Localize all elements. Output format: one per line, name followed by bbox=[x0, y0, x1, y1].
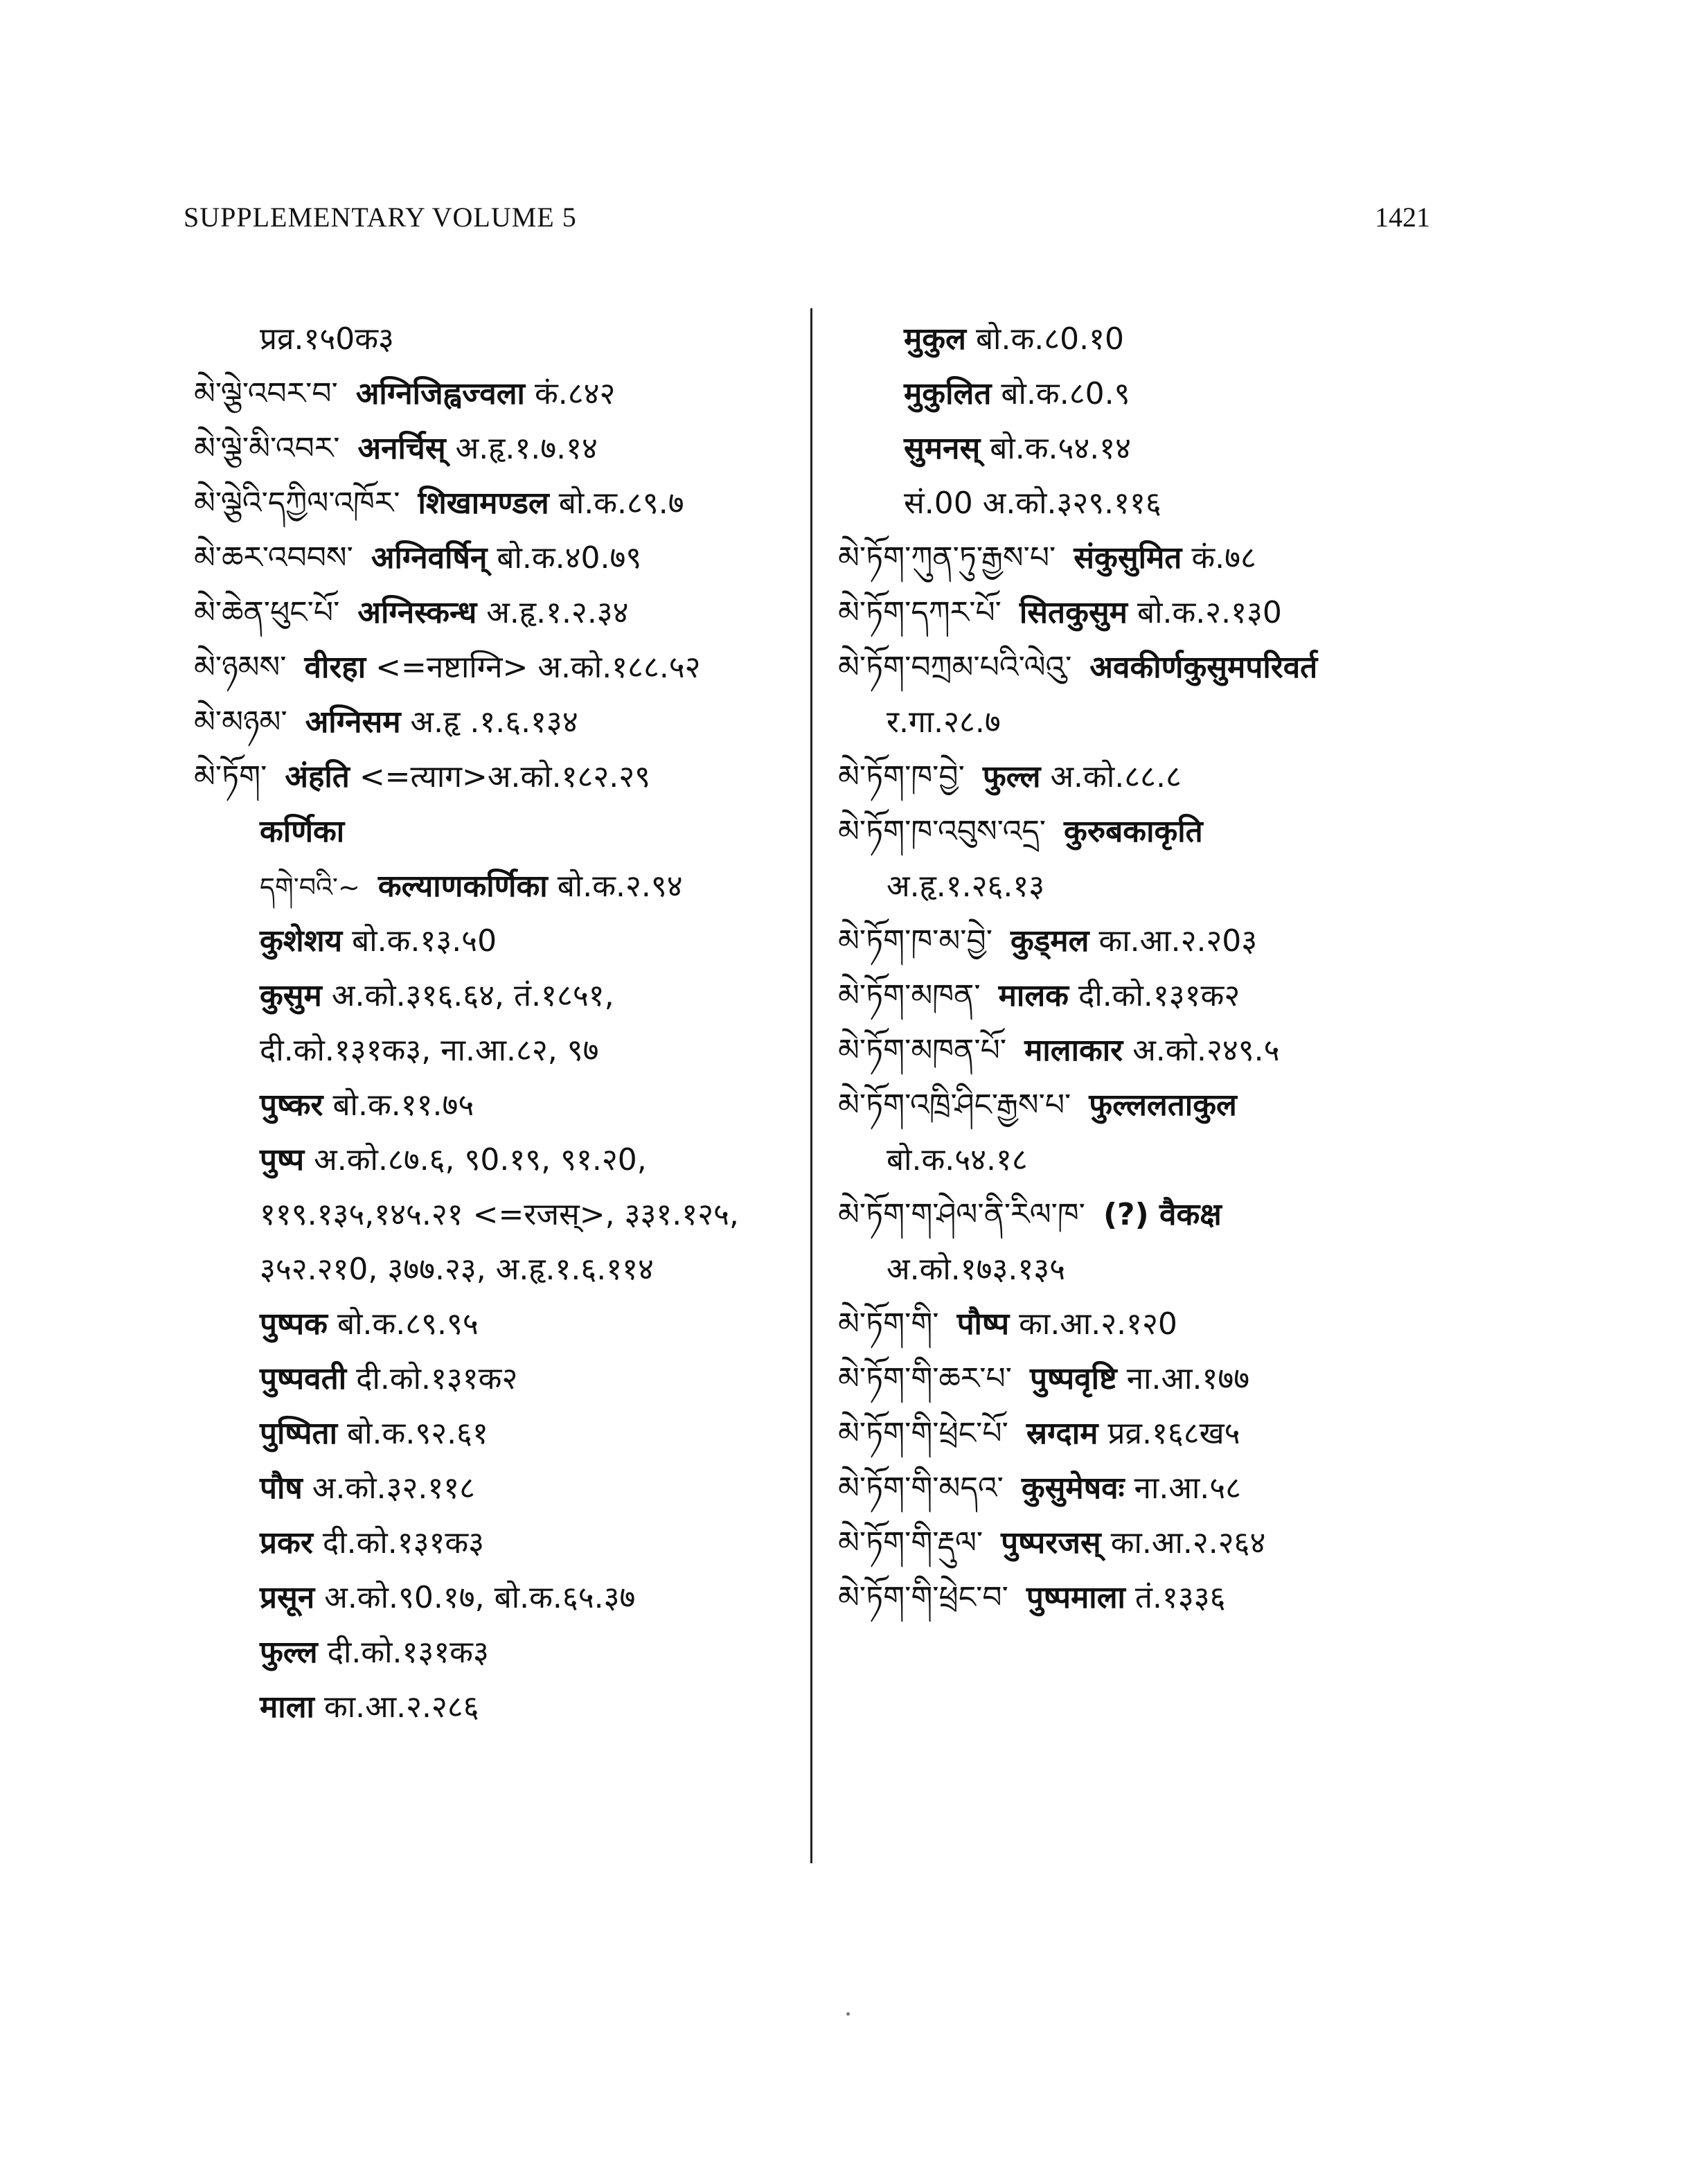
sanskrit-headword: स्रग्दाम bbox=[1026, 1416, 1098, 1451]
dictionary-entry bbox=[838, 1516, 1448, 1570]
dictionary-entry bbox=[194, 749, 803, 804]
column-divider bbox=[810, 308, 812, 1863]
dictionary-entry bbox=[194, 476, 803, 531]
entry-reference: बो.क.८९.७ bbox=[558, 486, 684, 521]
tibetan-term: མེ་ཏོག་ཁ་མ་བྱེ་ bbox=[838, 923, 992, 959]
entry-reference: बो.क.५४.१४ bbox=[990, 431, 1132, 466]
dictionary-entry bbox=[838, 1406, 1448, 1461]
dictionary-entry bbox=[194, 1297, 803, 1351]
entry-reference: अ.को.२४९.५ bbox=[1132, 1033, 1280, 1068]
sanskrit-headword: अग्निवर्षिन् bbox=[371, 540, 488, 576]
dictionary-entry bbox=[838, 421, 1448, 476]
tibetan-term: མེ་ཏོག་ཀུན་ཏུ་རྒྱས་པ་ bbox=[838, 540, 1056, 576]
dictionary-entry bbox=[194, 1516, 803, 1570]
tibetan-term: མེ་ལྕེ་མི་འབར་ bbox=[194, 431, 340, 466]
tibetan-term: མེ་ཏོག་གི་ཕྲེང་པོ་ bbox=[838, 1416, 1008, 1451]
tibetan-term: མེ་ཏོག་ཁ་བྱེ་ bbox=[838, 759, 965, 794]
entry-reference: का.आ.२.२0३ bbox=[1098, 923, 1258, 959]
sanskrit-headword: मुकुलित bbox=[904, 376, 992, 411]
sanskrit-headword: मालक bbox=[998, 978, 1069, 1013]
tibetan-term: མེ་ཏོག་གི་ bbox=[838, 1306, 939, 1342]
dictionary-entry bbox=[838, 312, 1448, 366]
entry-reference: प्रव्र.१५0क३ bbox=[260, 321, 394, 357]
entry-reference: दी.को.१३१क२ bbox=[1078, 978, 1240, 1013]
dictionary-entry bbox=[194, 859, 803, 914]
sanskrit-headword: पौष bbox=[260, 1471, 303, 1506]
entry-reference: तं.१३३६ bbox=[1134, 1580, 1226, 1615]
dictionary-entry bbox=[838, 804, 1448, 859]
dictionary-entry bbox=[838, 859, 1448, 914]
tibetan-term: མེ་ཏོག་ག་ཤེལ་ནི་རིལ་ཁ་ bbox=[838, 1197, 1085, 1232]
sanskrit-headword: कर्णिका bbox=[260, 814, 345, 849]
dictionary-entry bbox=[838, 1351, 1448, 1406]
tibetan-term: མེ་ཏོག་ཁ་འབུས་འདྲ་ bbox=[838, 814, 1047, 849]
entry-reference: सं.00 अ.को.३२९.११६ bbox=[904, 486, 1161, 521]
entry-reference: कं.७८ bbox=[1191, 540, 1256, 576]
tibetan-term: མེ་མཉམ་ bbox=[194, 704, 287, 740]
dictionary-entry bbox=[194, 1625, 803, 1680]
tibetan-term: མེ་ཏོག་གི་རྡུལ་ bbox=[838, 1525, 983, 1561]
entry-reference: अ.हृ.१.२६.१३ bbox=[887, 869, 1045, 904]
tibetan-term: མེ་ཏོག་གི་ཆར་པ་ bbox=[838, 1361, 1012, 1396]
entry-reference: अ.हृ .१.६.१३४ bbox=[410, 704, 578, 740]
sanskrit-headword: पुष्पक bbox=[260, 1306, 328, 1342]
entry-reference: का.आ.२.२८६ bbox=[323, 1689, 479, 1725]
sanskrit-headword: सितकुसुम bbox=[1019, 595, 1128, 630]
tibetan-term: མེ་ཏོག་དཀར་པོ་ bbox=[838, 595, 1001, 630]
dictionary-entry bbox=[838, 1187, 1448, 1242]
dictionary-entry bbox=[838, 749, 1448, 804]
dictionary-entry bbox=[838, 1023, 1448, 1078]
dictionary-entry bbox=[194, 366, 803, 421]
entry-reference: र.गा.२८.७ bbox=[887, 704, 1001, 740]
tibetan-term: མེ་ཏོག་ bbox=[194, 759, 267, 794]
dictionary-entry bbox=[838, 1242, 1448, 1297]
sanskrit-headword: फुल्ल bbox=[260, 1635, 318, 1670]
sanskrit-headword: अग्निजिह्वज्वला bbox=[355, 376, 525, 411]
entry-reference: का.आ.२.१२0 bbox=[1019, 1306, 1177, 1342]
dictionary-entry bbox=[194, 585, 803, 640]
dictionary-entry bbox=[194, 312, 803, 366]
sanskrit-headword: (?) वैकक्ष bbox=[1103, 1197, 1222, 1232]
sanskrit-headword: शिखामण्डल bbox=[418, 486, 549, 521]
entry-reference: बो.क.१३.५0 bbox=[352, 923, 497, 959]
sanskrit-headword: कल्याणकर्णिका bbox=[377, 869, 548, 904]
dictionary-entry bbox=[194, 421, 803, 476]
sanskrit-headword: कुरुबकाकृति bbox=[1064, 814, 1203, 849]
sanskrit-headword: मुकुल bbox=[904, 321, 966, 357]
left-column bbox=[194, 312, 803, 1734]
sanskrit-headword: पौष्प bbox=[956, 1306, 1010, 1342]
tibetan-term: མེ་ཉམས་ bbox=[194, 650, 287, 685]
dictionary-entry bbox=[194, 1078, 803, 1133]
entry-reference: अ.को.८७.६, ९0.१९, ९१.२0, bbox=[314, 1142, 647, 1178]
entry-reference: ३५२.२१0, ३७७.२३, अ.हृ.१.६.११४ bbox=[260, 1252, 654, 1287]
sanskrit-headword: अवकीर्णकुसुमपरिवर्त bbox=[1089, 650, 1318, 685]
entry-reference: प्रव्र.१६८ख५ bbox=[1107, 1416, 1240, 1451]
entry-reference: बो.क.८९.९५ bbox=[337, 1306, 479, 1342]
sanskrit-headword: प्रसून bbox=[260, 1580, 315, 1615]
right-column bbox=[838, 312, 1448, 1625]
tibetan-term: མེ་ཏོག་མཁན་པོ་ bbox=[838, 1033, 1007, 1068]
entry-reference: दी.को.१३१क३, ना.आ.८२, ९७ bbox=[260, 1033, 599, 1068]
dictionary-entry bbox=[838, 1078, 1448, 1133]
entry-reference: बो.क.२.९४ bbox=[557, 869, 683, 904]
entry-reference: बो.क.११.७५ bbox=[332, 1087, 474, 1123]
sanskrit-headword: पुष्पवृष्टि bbox=[1029, 1361, 1117, 1396]
dictionary-entry bbox=[194, 804, 803, 859]
running-title: SUPPLEMENTARY VOLUME 5 bbox=[184, 202, 577, 233]
dictionary-entry bbox=[194, 1187, 803, 1242]
tibetan-term: མེ་ཏོག་བཀྲམ་པའི་ལེའུ་ bbox=[838, 650, 1072, 685]
sanskrit-headword: फुल्ललताकुल bbox=[1089, 1087, 1237, 1123]
entry-reference: बो.क.५४.१८ bbox=[887, 1142, 1028, 1178]
sanskrit-headword: माला bbox=[260, 1689, 314, 1725]
dictionary-entry bbox=[194, 531, 803, 585]
entry-reference: दी.को.१३१क३ bbox=[327, 1635, 489, 1670]
entry-reference: का.आ.२.२६४ bbox=[1110, 1525, 1266, 1561]
sanskrit-headword: पुष्पवती bbox=[260, 1361, 347, 1396]
entry-reference: अ.हृ.१.७.१४ bbox=[455, 431, 598, 466]
entry-reference: अ.हृ.१.२.३४ bbox=[486, 595, 629, 630]
dictionary-entry bbox=[838, 1297, 1448, 1351]
sanskrit-headword: अग्निसम bbox=[305, 704, 401, 740]
entry-reference: अ.को.८८.८ bbox=[1050, 759, 1182, 794]
entry-reference: अ.को.९0.१७, बो.क.६५.३७ bbox=[324, 1580, 636, 1615]
dictionary-entry bbox=[838, 1570, 1448, 1625]
sanskrit-headword: पुष्कर bbox=[260, 1087, 323, 1123]
dictionary-entry bbox=[838, 640, 1448, 695]
sanskrit-headword: पुष्पमाला bbox=[1026, 1580, 1125, 1615]
sanskrit-headword: संकुसुमित bbox=[1074, 540, 1182, 576]
dictionary-entry bbox=[838, 968, 1448, 1023]
dictionary-entry bbox=[194, 640, 803, 695]
dictionary-entry bbox=[194, 1242, 803, 1297]
entry-reference: <=त्याग>अ.को.१८२.२९ bbox=[359, 759, 651, 794]
entry-reference: अ.को.१७३.१३५ bbox=[887, 1252, 1066, 1287]
sanskrit-headword: पुष्प bbox=[260, 1142, 305, 1178]
entry-reference: ना.आ.५८ bbox=[1134, 1471, 1242, 1506]
dictionary-entry bbox=[194, 1461, 803, 1516]
entry-reference: बो.क.४0.७९ bbox=[497, 540, 642, 576]
tibetan-term: མེ་ཆེན་ཕུང་པོ་ bbox=[194, 595, 340, 630]
dictionary-entry bbox=[194, 1680, 803, 1734]
page-header bbox=[184, 201, 1430, 242]
tibetan-term: མེ་ཏོག་འཁྲི་ཤིང་རྒྱས་པ་ bbox=[838, 1087, 1071, 1123]
dictionary-entry bbox=[194, 1351, 803, 1406]
entry-reference: बो.क.२.१३0 bbox=[1137, 595, 1282, 630]
sanskrit-headword: सुमनस् bbox=[904, 431, 981, 466]
dictionary-entry bbox=[838, 914, 1448, 968]
sanskrit-headword: फुल्ल bbox=[982, 759, 1041, 794]
dictionary-entry bbox=[194, 1570, 803, 1625]
tibetan-term: མེ་ཏོག་གི་མདའ་ bbox=[838, 1471, 1004, 1506]
entry-reference: ना.आ.१७७ bbox=[1126, 1361, 1250, 1396]
dictionary-entry bbox=[838, 476, 1448, 531]
dictionary-entry bbox=[838, 1133, 1448, 1187]
entry-reference: बो.क.८0.९ bbox=[1001, 376, 1130, 411]
sanskrit-headword: कुशेशय bbox=[260, 923, 343, 959]
sanskrit-headword: पुष्परजस् bbox=[1001, 1525, 1101, 1561]
page-number: 1421 bbox=[1375, 202, 1430, 233]
dictionary-entry bbox=[194, 695, 803, 749]
sanskrit-headword: अंहति bbox=[285, 759, 350, 794]
sanskrit-headword: कुसुम bbox=[260, 978, 322, 1013]
sanskrit-headword: वीरहा bbox=[304, 650, 366, 685]
dictionary-entry bbox=[838, 585, 1448, 640]
dictionary-entry bbox=[838, 531, 1448, 585]
sanskrit-headword: प्रकर bbox=[260, 1525, 313, 1561]
sanskrit-headword: अग्निस्कन्ध bbox=[357, 595, 477, 630]
sanskrit-headword: पुष्पिता bbox=[260, 1416, 338, 1451]
dictionary-entry bbox=[194, 1023, 803, 1078]
sanskrit-headword: कुड्मल bbox=[1010, 923, 1089, 959]
dictionary-entry bbox=[194, 1406, 803, 1461]
entry-reference: अ.को.३२.११८ bbox=[312, 1471, 475, 1506]
sanskrit-headword: अनर्चिस् bbox=[357, 431, 446, 466]
tibetan-term: མེ་ཆར་འབབས་ bbox=[194, 540, 353, 576]
dictionary-entry bbox=[194, 914, 803, 968]
entry-reference: दी.को.१३१क३ bbox=[322, 1525, 485, 1561]
entry-reference: दी.को.१३१क२ bbox=[356, 1361, 518, 1396]
dictionary-entry bbox=[838, 366, 1448, 421]
tibetan-term: མེ་ཏོག་གི་ཕྲེང་བ་ bbox=[838, 1580, 1008, 1615]
dictionary-entry bbox=[194, 1133, 803, 1187]
dictionary-entry bbox=[838, 1461, 1448, 1516]
dictionary-entry bbox=[838, 695, 1448, 749]
scan-speck bbox=[846, 2012, 850, 2016]
tibetan-term: དགེ་བའི་~ bbox=[260, 872, 360, 903]
entry-reference: बो.क.८0.१0 bbox=[975, 321, 1124, 357]
entry-reference: कं.८४२ bbox=[534, 376, 616, 411]
entry-reference: बो.क.९२.६१ bbox=[347, 1416, 488, 1451]
tibetan-term: མེ་ཏོག་མཁན་ bbox=[838, 978, 981, 1013]
tibetan-term: མེ་ལྕེ་འབར་བ་ bbox=[194, 376, 338, 411]
entry-reference: ११९.१३५,१४५.२१ <=रजस्>, ३३१.१२५, bbox=[260, 1197, 739, 1232]
entry-reference: <=नष्टाग्नि> अ.को.१८८.५२ bbox=[375, 650, 701, 685]
sanskrit-headword: मालाकार bbox=[1024, 1033, 1123, 1068]
sanskrit-headword: कुसुमेषवः bbox=[1021, 1471, 1125, 1506]
tibetan-term: མེ་ལྕེའི་དཀྱིལ་འཁོར་ bbox=[194, 486, 400, 521]
entry-reference: अ.को.३१६.६४, तं.१८५१, bbox=[331, 978, 614, 1013]
dictionary-entry bbox=[194, 968, 803, 1023]
